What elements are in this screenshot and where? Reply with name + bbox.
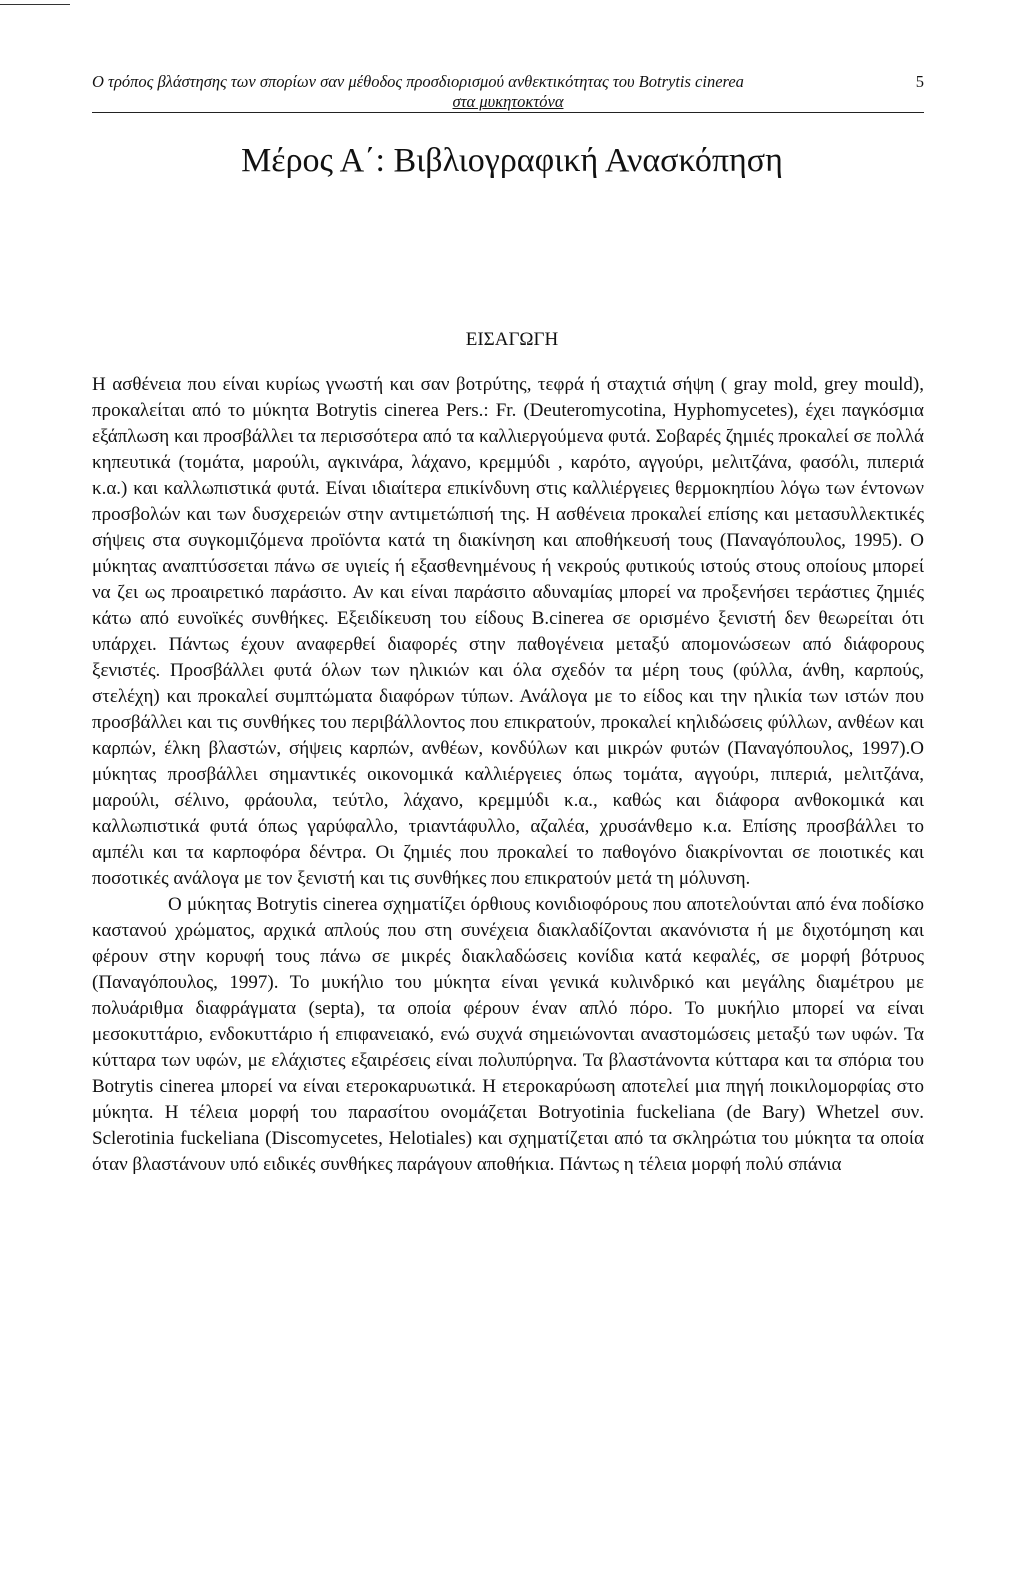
page-number: 5 bbox=[915, 72, 924, 91]
header-title-continued: στα μυκητοκτόνα bbox=[452, 92, 564, 111]
running-header bbox=[92, 72, 924, 112]
header-rule bbox=[92, 112, 924, 113]
paragraph: Η ασθένεια που είναι κυρίως γνωστή και σαν βοτρύτης, τεφρά ή σταχτιά σήψη ( gray mold, grey mould), προκαλείται από το μύκητα Botrytis cinerea Pers.: Fr. (Deuteromycotina, Hyphomycetes), έχει παγκόσμια εξάπλωση και προσβάλλει τα περισσότερα από τα καλλιεργούμενα φυτά. Σοβαρές ζημιές προκαλεί σε πολλά κηπευτικά (τομάτα, μαρούλι, αγκινάρα, λάχανο, κρεμμύδι , καρότο, αγγούρι, μελιτζάνα, φασόλι, πιπεριά κ.α.) και καλλωπιστικά φυτά. Είναι ιδιαίτερα επικίνδυνη στις καλλιέργειες θερμοκηπίου λόγω των έντονων προσβολών και των δυσχερειών στην αντιμετώπισή της. Η ασθένεια προκαλεί επίσης και μετασυλλεκτικές σήψεις στα συγκομιζόμενα προϊόντα κατά τη διακίνηση και αποθήκευσή τους (Παναγόπουλος, 1995). Ο μύκητας αναπτύσσεται πάνω σε υγιείς ή εξασθενημένους ή νεκρούς φυτικούς ιστούς στους οποίους μπορεί να ζει ως προαιρετικό παράσιτο. Αν και είναι παράσιτο αδυναμίας μπορεί να προξενήσει τεράστιες ζημιές κάτω από ευνοϊκές συνθήκες. Εξειδίκευση του είδους B.cinerea σε ορισμένο ξενιστή δεν θεωρείται ότι υπάρχει. Πάντως έχουν αναφερθεί διαφορές στην παθογένεια μεταξύ απομονώσεων από διάφορους ξενιστές. Προσβάλλει φυτά όλων των ηλικιών και όλα σχεδόν τα μέρη τους (φύλλα, άνθη, καρπούς, στελέχη) και προκαλεί συμπτώματα διαφόρων τύπων. Ανάλογα με το είδος και την ηλικία των ιστών που προσβάλλει και τις συνθήκες του περιβάλλοντος που επικρατούν, προκαλεί κηλιδώσεις φύλλων, ανθέων και καρπών, έλκη βλαστών, σήψεις καρπών, ανθέων, κονδύλων και μικρών φυτών (Παναγόπουλος, 1997).Ο μύκητας προσβάλλει σημαντικές οικονομικά καλλιέργειες όπως τομάτα, αγγούρι, πιπεριά, μελιτζάνα, μαρούλι, σέλινο, φράουλα, τεύτλο, λάχανο, κρεμμύδι κ.α., καθώς και διάφορα ανθοκομικά και καλλωπιστικά φυτά όπως γαρύφαλλο, τριαντάφυλλο, αζαλέα, χρυσάνθεμο κ.α. Επίσης προσβάλλει το αμπέλι και τα καρποφόρα δέντρα. Οι ζημιές που προκαλεί το παθογόνο διακρίνονται σε ποιοτικές και ποσοτικές ανάλογα με τον ξενιστή και τις συνθήκες που επικρατούν μετά τη μόλυνση. bbox=[92, 374, 924, 889]
part-title: Μέρος Α΄: Βιβλιογραφική Ανασκόπηση bbox=[241, 142, 783, 179]
body-text bbox=[92, 372, 924, 1178]
section-heading: ΕΙΣΑΓΩΓΗ bbox=[465, 329, 559, 350]
paragraph: Ο μύκητας Botrytis cinerea σχηματίζει όρθιους κονιδιοφόρους που αποτελούνται από ένα ποδίσκο καστανού χρώματος, αρχικά απλούς που στη συνέχεια διακλαδίζονται ακανόνιστα ή με διχοτόμηση και φέρουν στην κορυφή τους πάνω σε μικρές διακλαδώσεις κονίδια κατά κεφαλές, σε μορφή βότρυος (Παναγόπουλος, 1997). Το μυκήλιο του μύκητα είναι γενικά κυλινδρικό και μεγάλης διαμέτρου με πολυάριθμα διαφράγματα (septa), τα οποία φέρουν έναν απλό πόρο. Το μυκήλιο μπορεί να είναι μεσοκυττάριο, ενδοκυττάριο ή επιφανειακό, ενώ συχνά σημειώνονται αναστομώσεις μεταξύ των υφών. Τα κύτταρα των υφών, με ελάχιστες εξαιρέσεις είναι πολυπύρηνα. Τα βλαστάνοντα κύτταρα και τα σπόρια του Botrytis cinerea μπορεί να είναι ετεροκαρυωτικά. Η ετεροκαρύωση αποτελεί μια πηγή ποικιλομορφίας στο μύκητα. Η τέλεια μορφή του παρασίτου ονομάζεται Botryotinia fuckeliana (de Bary) Whetzel συν. Sclerotinia fuckeliana (Discomycetes, Helotiales) και σχηματίζεται από τα σκληρώτια του μύκητα τα οποία όταν βλαστάνουν υπό ειδικές συνθήκες παράγουν αποθήκια. Πάντως η τέλεια μορφή πολύ σπάνια bbox=[92, 894, 924, 1175]
scan-edge-line bbox=[0, 4, 70, 5]
header-title: Ο τρόπος βλάστησης των σπορίων σαν μέθοδος προσδιορισμού ανθεκτικότητας του Botrytis cinerea bbox=[92, 72, 744, 91]
